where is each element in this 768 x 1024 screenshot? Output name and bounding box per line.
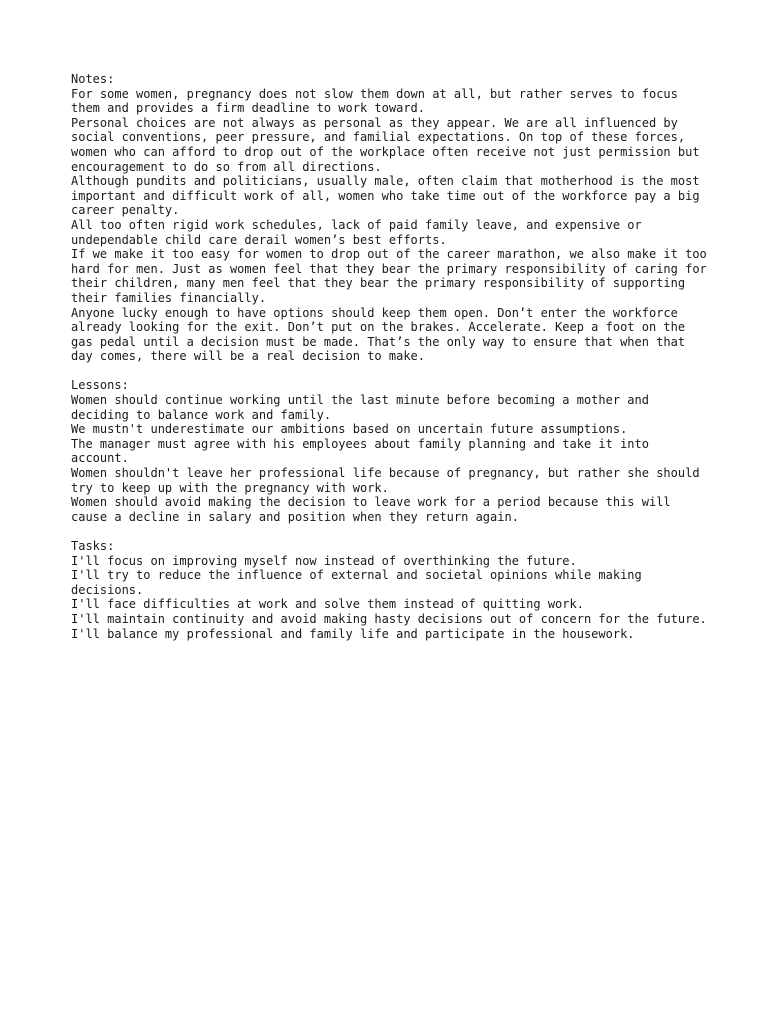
notes-paragraph: All too often rigid work schedules, lack of paid family leave, and expensive or undependable child care derail women’s best efforts. <box>71 217 642 247</box>
lessons-paragraph: Women should avoid making the decision to leave work for a period because this will cause a decline in salary and position when they return again. <box>71 495 671 524</box>
lessons-paragraph: Women shouldn't leave her professional life because of pregnancy, but rather she should try to keep up with the pregnancy with work. <box>71 466 700 495</box>
lessons-paragraph: Women should continue working until the last minute before becoming a mother and deciding to balance work and family. <box>71 393 649 422</box>
notes-section <box>71 72 711 364</box>
notes-paragraph: Anyone lucky enough to have options should keep them open. Don’t enter the workforce already looking for the exit. Don’t put on the brakes. Accelerate. Keep a foot on the gas pedal until a decision must be made. That’s the only way to ensure that when that day comes, there will be a real decision to make. <box>71 305 686 364</box>
tasks-paragraph: I'll maintain continuity and avoid making hasty decisions out of concern for the future. <box>71 611 707 626</box>
notes-paragraph: If we make it too easy for women to drop out of the career marathon, we also make it too hard for men. Just as women feel that they bear the primary responsibility of caring for their children, many men feel that they bear the primary responsibility of supporting their families financially. <box>71 247 707 305</box>
notes-paragraph: Personal choices are not always as personal as they appear. We are all influenced by social conventions, peer pressure, and familial expectations. On top of these forces, women who can afford to drop out of the workplace often receive not just permission but encouragement to do so from all directions. <box>71 115 700 174</box>
notes-paragraph: Although pundits and politicians, usually male, often claim that motherhood is the most important and difficult work of all, women who take time out of the workforce pay a big career penalty. <box>71 174 700 218</box>
lessons-heading: Lessons: <box>71 378 129 393</box>
lessons-section <box>71 378 711 524</box>
tasks-heading: Tasks: <box>71 539 115 553</box>
tasks-paragraph: I'll balance my professional and family life and participate in the housework. <box>71 626 635 641</box>
tasks-paragraph: I'll try to reduce the influence of external and societal opinions while making decisions. <box>71 568 642 597</box>
tasks-paragraph: I'll focus on improving myself now instead of overthinking the future. <box>71 553 577 568</box>
lessons-paragraph: We mustn't underestimate our ambitions based on uncertain future assumptions. <box>71 422 628 437</box>
tasks-section <box>71 539 711 641</box>
document-page <box>71 72 711 641</box>
notes-heading: Notes: <box>71 72 115 86</box>
notes-paragraph: For some women, pregnancy does not slow them down at all, but rather serves to focus them and provides a firm deadline to work toward. <box>71 86 678 116</box>
tasks-paragraph: I'll face difficulties at work and solve them instead of quitting work. <box>71 597 584 612</box>
lessons-paragraph: The manager must agree with his employees about family planning and take it into account. <box>71 436 649 466</box>
